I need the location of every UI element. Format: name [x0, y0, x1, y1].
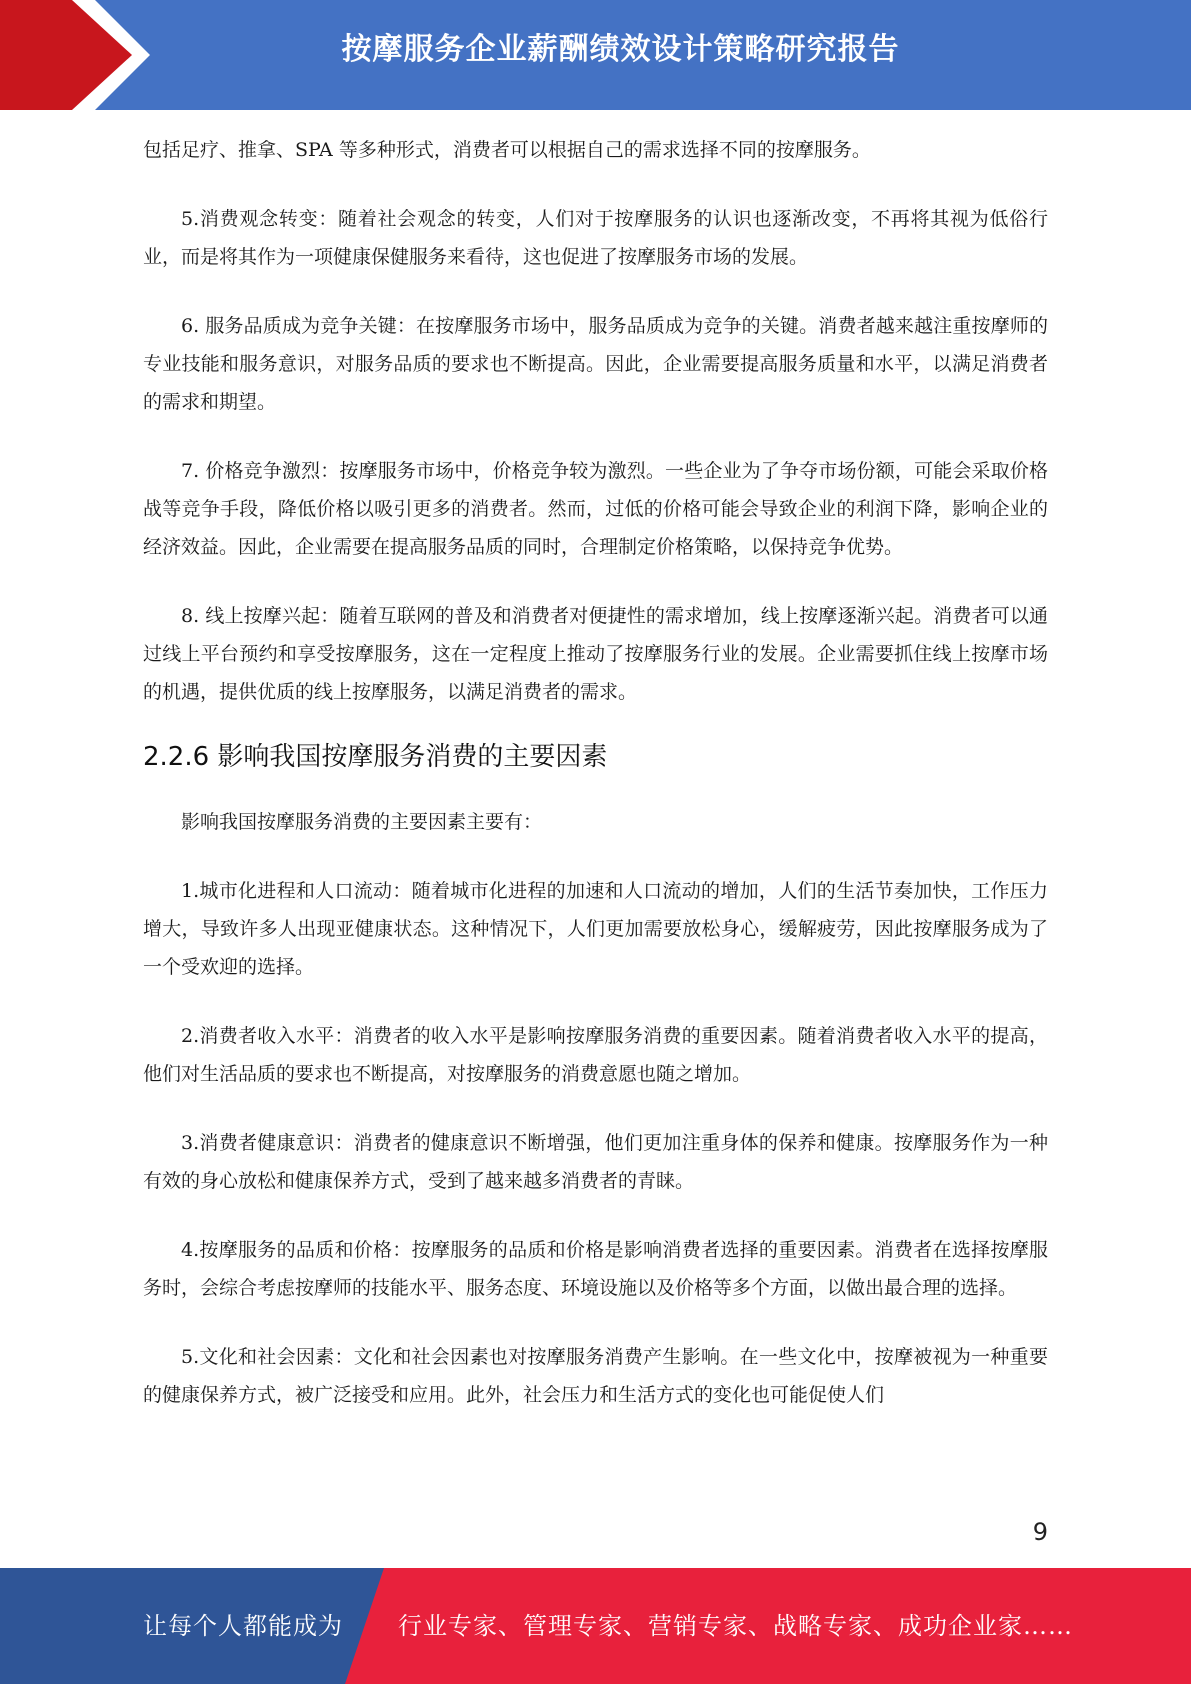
paragraph-factors-intro: 影响我国按摩服务消费的主要因素主要有： [181, 811, 543, 833]
paragraph-continuation: 包括足疗、推拿、SPA 等多种形式，消费者可以根据自己的需求选择不同的按摩服务。 [143, 139, 871, 161]
paragraph-factor-4-quality-price: 4.按摩服务的品质和价格：按摩服务的品质和价格是影响消费者选择的重要因素。消费者在选择按摩服务时，会综合考虑按摩师的技能水平、服务态度、环境设施以及价格等多个方面，以做出最合理的选择。 [143, 1239, 1048, 1299]
paragraph-factor-1-urbanization: 1.城市化进程和人口流动：随着城市化进程的加速和人口流动的增加，人们的生活节奏加快，工作压力增大，导致许多人出现亚健康状态。这种情况下，人们更加需要放松身心，缓解疲劳，因此按摩服务成为了一个受欢迎的选择。 [143, 880, 1048, 978]
footer-slogan-right: 行业专家、管理专家、营销专家、战略专家、成功企业家…… [398, 1612, 1073, 1640]
paragraph-factor-2-income: 2.消费者收入水平：消费者的收入水平是影响按摩服务消费的重要因素。随着消费者收入水平的提高，他们对生活品质的要求也不断提高，对按摩服务的消费意愿也随之增加。 [143, 1025, 1048, 1085]
paragraph-item-5-consumption-concept: 5.消费观念转变：随着社会观念的转变，人们对于按摩服务的认识也逐渐改变，不再将其视为低俗行业，而是将其作为一项健康保健服务来看待，这也促进了按摩服务市场的发展。 [143, 208, 1048, 268]
paragraph-factor-5-culture-society: 5.文化和社会因素：文化和社会因素也对按摩服务消费产生影响。在一些文化中，按摩被视为一种重要的健康保养方式，被广泛接受和应用。此外，社会压力和生活方式的变化也可能促使人们 [143, 1346, 1048, 1406]
paragraph-item-8-online-massage: 8. 线上按摩兴起：随着互联网的普及和消费者对便捷性的需求增加，线上按摩逐渐兴起。消费者可以通过线上平台预约和享受按摩服务，这在一定程度上推动了按摩服务行业的发展。企业需要抓住线上按摩市场的机遇，提供优质的线上按摩服务，以满足消费者的需求。 [143, 605, 1048, 703]
page-footer [0, 1568, 1191, 1684]
page-body [143, 131, 1048, 1414]
page-header [0, 0, 1191, 110]
section-heading: 2.2.6 影响我国按摩服务消费的主要因素 [143, 742, 608, 772]
paragraph-factor-3-health-awareness: 3.消费者健康意识：消费者的健康意识不断增强，他们更加注重身体的保养和健康。按摩服务作为一种有效的身心放松和健康保养方式，受到了越来越多消费者的青睐。 [143, 1132, 1048, 1192]
paragraph-item-7-price-competition: 7. 价格竞争激烈：按摩服务市场中，价格竞争较为激烈。一些企业为了争夺市场份额，可能会采取价格战等竞争手段，降低价格以吸引更多的消费者。然而，过低的价格可能会导致企业的利润下降，影响企业的经济效益。因此，企业需要在提高服务品质的同时，合理制定价格策略，以保持竞争优势。 [143, 460, 1048, 558]
document-title: 按摩服务企业薪酬绩效设计策略研究报告 [341, 32, 900, 67]
footer-slogan-left: 让每个人都能成为 [143, 1612, 343, 1640]
paragraph-item-6-service-quality: 6. 服务品质成为竞争关键：在按摩服务市场中，服务品质成为竞争的关键。消费者越来越注重按摩师的专业技能和服务意识，对服务品质的要求也不断提高。因此，企业需要提高服务质量和水平，以满足消费者的需求和期望。 [143, 315, 1048, 413]
page-number: 9 [1032, 1518, 1048, 1546]
